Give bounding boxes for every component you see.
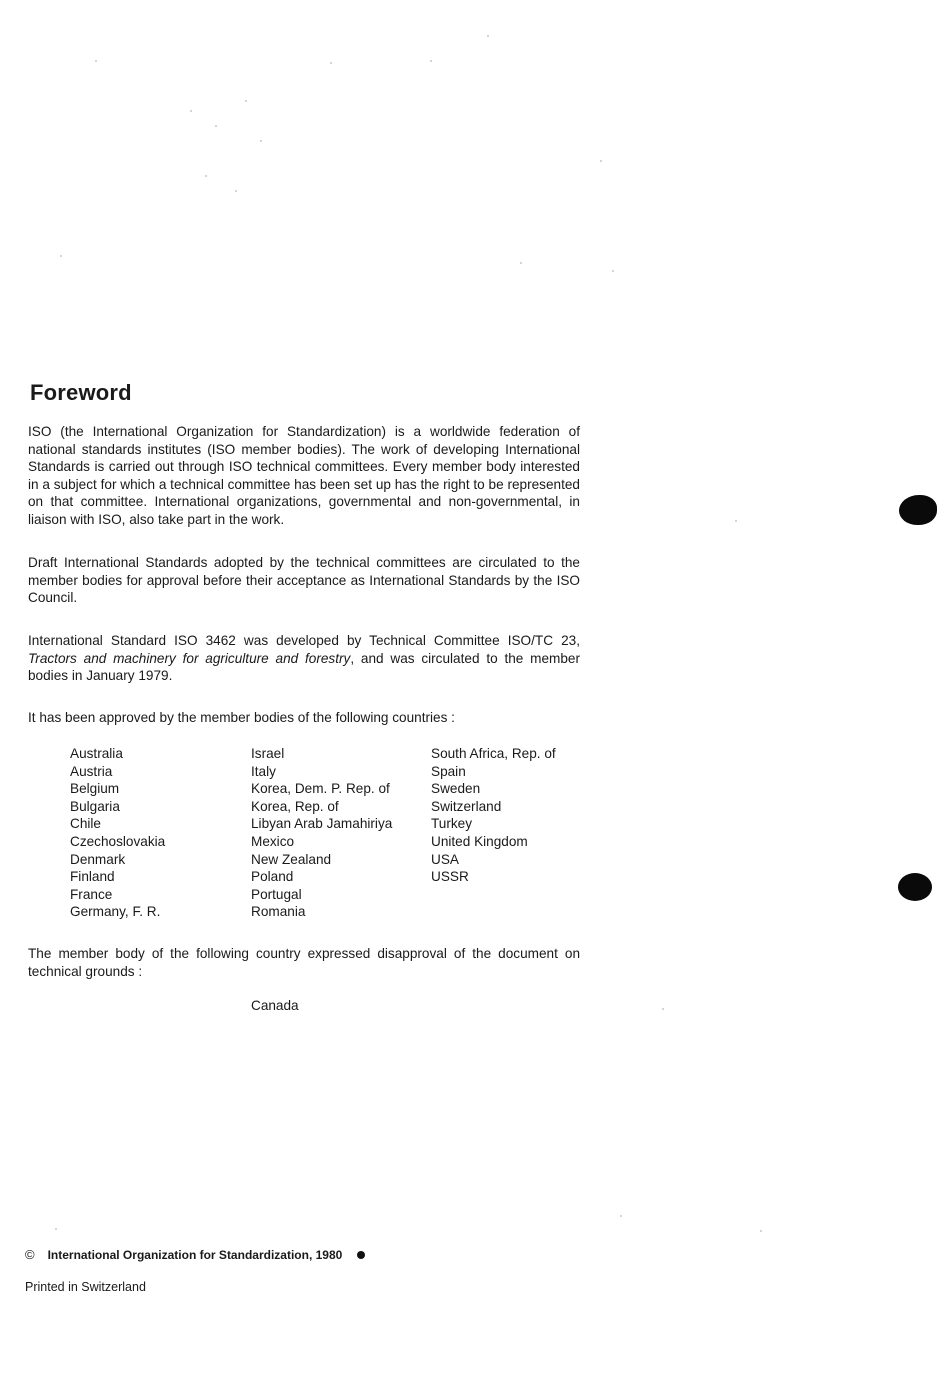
disapproval-intro: The member body of the following country expressed disapproval of the document on technical grounds : — [28, 946, 580, 979]
country-item: Czechoslovakia — [70, 833, 166, 849]
country-item: Denmark — [70, 851, 126, 867]
scan-speck — [600, 160, 602, 162]
copyright-symbol: © — [25, 1247, 35, 1262]
country-item: Italy — [251, 763, 276, 779]
scan-speck — [260, 140, 262, 142]
country-item: Turkey — [431, 816, 473, 832]
country-item: Israel — [251, 746, 285, 761]
approving-countries-column-2 — [251, 745, 392, 921]
scan-speck — [620, 1215, 622, 1217]
scan-speck — [520, 262, 522, 264]
paragraph-3-text-end: , and was circulated to the member bodies in January 1979. — [28, 650, 580, 684]
scan-speck — [245, 100, 247, 102]
committee-title: Tractors and machinery for agriculture and forestry — [28, 650, 351, 666]
approval-intro: It has been approved by the member bodies of the following countries : — [28, 710, 455, 725]
country-item: Belgium — [70, 781, 120, 797]
country-item: Switzerland — [431, 798, 502, 814]
country-item: Finland — [70, 869, 115, 885]
foreword-paragraph-3 — [28, 632, 580, 685]
country-item: Austria — [70, 763, 113, 779]
punch-hole-mark — [898, 873, 932, 901]
scan-speck — [330, 62, 332, 64]
page-title: Foreword — [30, 380, 132, 405]
country-item: Bulgaria — [70, 798, 120, 814]
country-item: Poland — [251, 869, 294, 885]
country-item: Korea, Rep. of — [251, 798, 339, 814]
country-item: United Kingdom — [431, 833, 528, 849]
punch-hole-mark — [899, 495, 937, 525]
foreword-paragraph-2: Draft International Standards adopted by the technical committees are circulated to the member bodies for approval before their acceptance as International Standards by the ISO Council. — [28, 555, 580, 606]
scan-speck — [235, 190, 237, 192]
country-item: Mexico — [251, 833, 295, 849]
country-item: Chile — [70, 816, 101, 832]
country-item: South Africa, Rep. of — [431, 746, 556, 761]
country-item: USSR — [431, 869, 469, 885]
paragraph-3-text-start: International Standard ISO 3462 was developed by Technical Committee ISO/TC 23, — [28, 633, 580, 648]
country-item: Germany, F. R. — [70, 904, 161, 920]
disapproving-country: Canada — [251, 998, 299, 1013]
country-item: New Zealand — [251, 851, 332, 867]
scan-speck — [190, 110, 192, 112]
country-item: France — [70, 886, 113, 902]
country-item: Spain — [431, 763, 466, 779]
copyright-text: International Organization for Standardization, 1980 — [47, 1247, 343, 1262]
country-item: Australia — [70, 746, 123, 761]
country-item: Libyan Arab Jamahiriya — [251, 816, 393, 832]
scan-speck — [735, 520, 737, 522]
country-item: Korea, Dem. P. Rep. of — [251, 781, 390, 797]
printed-in-line: Printed in Switzerland — [25, 1280, 146, 1294]
country-item: Romania — [251, 904, 306, 920]
scan-speck — [430, 60, 432, 62]
scan-speck — [55, 1228, 57, 1230]
scan-speck — [60, 255, 62, 257]
bullet-dot-icon — [357, 1251, 365, 1259]
country-item: Sweden — [431, 781, 481, 797]
scan-speck — [205, 175, 207, 177]
approving-countries-column-1 — [70, 745, 165, 921]
foreword-paragraph-1: ISO (the International Organization for Standardization) is a worldwide federation of national standards institutes (ISO member bodies). The work of developing International Standards is carried out through ISO technical committees. Every member body interested in a subject for which a technical committee has been set up has the right to be represented on that committee. International organizations, governmental and non-governmental, in liaison with ISO, also take part in the work. — [28, 424, 580, 527]
scan-speck — [95, 60, 97, 62]
scan-speck — [215, 125, 217, 127]
country-item: Portugal — [251, 886, 302, 902]
scan-speck — [612, 270, 614, 272]
copyright-line — [25, 1247, 365, 1262]
approving-countries-column-3 — [431, 745, 556, 886]
country-item: USA — [431, 851, 459, 867]
scan-speck — [662, 1008, 664, 1010]
scan-speck — [487, 35, 489, 37]
scan-speck — [760, 1230, 762, 1232]
